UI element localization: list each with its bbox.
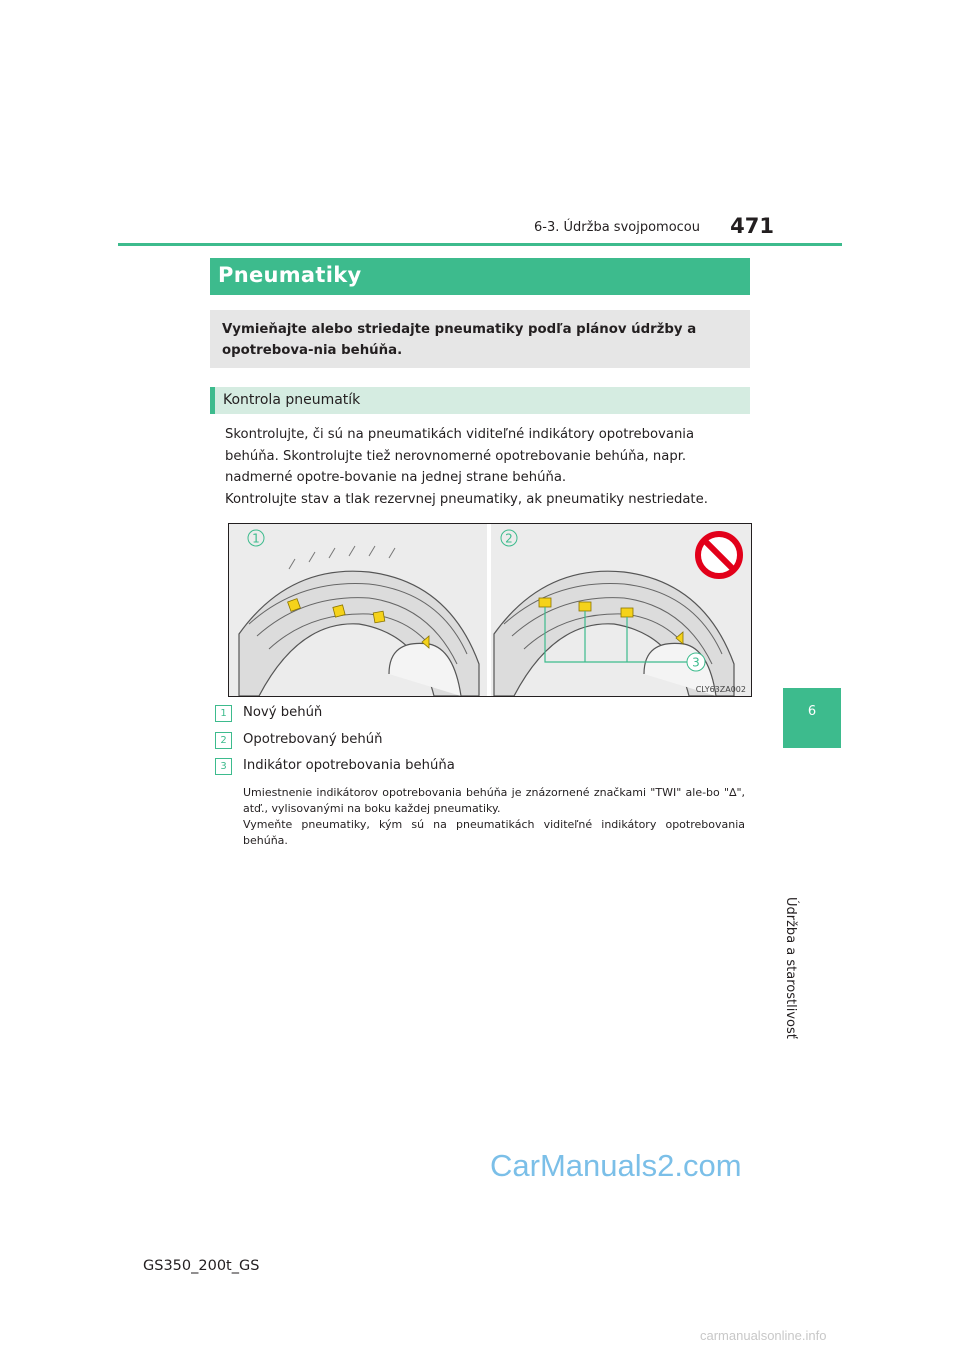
tire-figure — [228, 523, 752, 697]
legend-number: 1 — [215, 705, 232, 722]
subsection-title: Kontrola pneumatík — [223, 392, 361, 408]
callout-3: 3 — [692, 655, 700, 670]
chapter-tab — [783, 688, 841, 748]
subsection-marker — [210, 387, 215, 414]
legend-label: Nový behúň — [243, 705, 323, 720]
note-paragraph: Umiestnenie indikátorov opotrebovania behúňa je znázornené značkami "TWI" ale-bo "∆", atď., vylisovanými na boku každej pneumatiky. — [243, 786, 745, 815]
callout-2: 2 — [505, 531, 513, 546]
tire-illustration — [229, 524, 751, 696]
wear-indicator — [539, 598, 551, 607]
wear-indicator — [333, 605, 345, 617]
note-text — [243, 785, 745, 849]
watermark: CarManuals2.com — [490, 1148, 742, 1183]
body-paragraph: Skontrolujte, či sú na pneumatikách viditeľné indikátory opotrebovania behúňa. Skontrolujte tiež nerovnomerné opotrebovanie behúňa, napr. nadmerné opotre-bovanie na jednej strane behúňa. — [225, 427, 695, 485]
legend-label: Opotrebovaný behúň — [243, 732, 383, 747]
intro-text: Vymieňajte alebo striedajte pneumatiky podľa plánov údržby a opotrebova-nia behúňa. — [222, 322, 697, 358]
figure-code: CLY63ZA002 — [695, 685, 746, 694]
intro-box — [210, 310, 750, 368]
page-number: 471 — [730, 214, 774, 238]
wear-indicator — [373, 611, 385, 623]
legend-item — [215, 732, 735, 752]
wear-indicator — [579, 602, 591, 611]
page-title: Pneumatiky — [218, 263, 362, 287]
chapter-title: Údržba a starostlivosť — [783, 897, 798, 1039]
legend-item — [215, 705, 735, 725]
callout-1: 1 — [252, 531, 260, 546]
legend-number: 3 — [215, 758, 232, 775]
body-text — [225, 424, 750, 510]
wear-indicator — [621, 608, 633, 617]
legend-number: 2 — [215, 732, 232, 749]
watermark-secondary: carmanualsonline.info — [700, 1328, 827, 1343]
chapter-title-vertical — [772, 745, 814, 1039]
legend-label: Indikátor opotrebovania behúňa — [243, 758, 455, 773]
note-paragraph: Vymeňte pneumatiky, kým sú na pneumatikách viditeľné indikátory opotrebovania behúňa. — [243, 818, 745, 847]
header-rule — [118, 243, 842, 246]
section-header: 6-3. Údržba svojpomocou — [534, 220, 700, 235]
legend-item — [215, 758, 735, 778]
subsection-bar — [210, 387, 750, 414]
chapter-number: 6 — [807, 704, 817, 719]
footer-model-code: GS350_200t_GS — [143, 1258, 260, 1274]
page-title-bar — [210, 258, 750, 295]
body-paragraph: Kontrolujte stav a tlak rezervnej pneumatiky, ak pneumatiky nestriedate. — [225, 491, 708, 507]
